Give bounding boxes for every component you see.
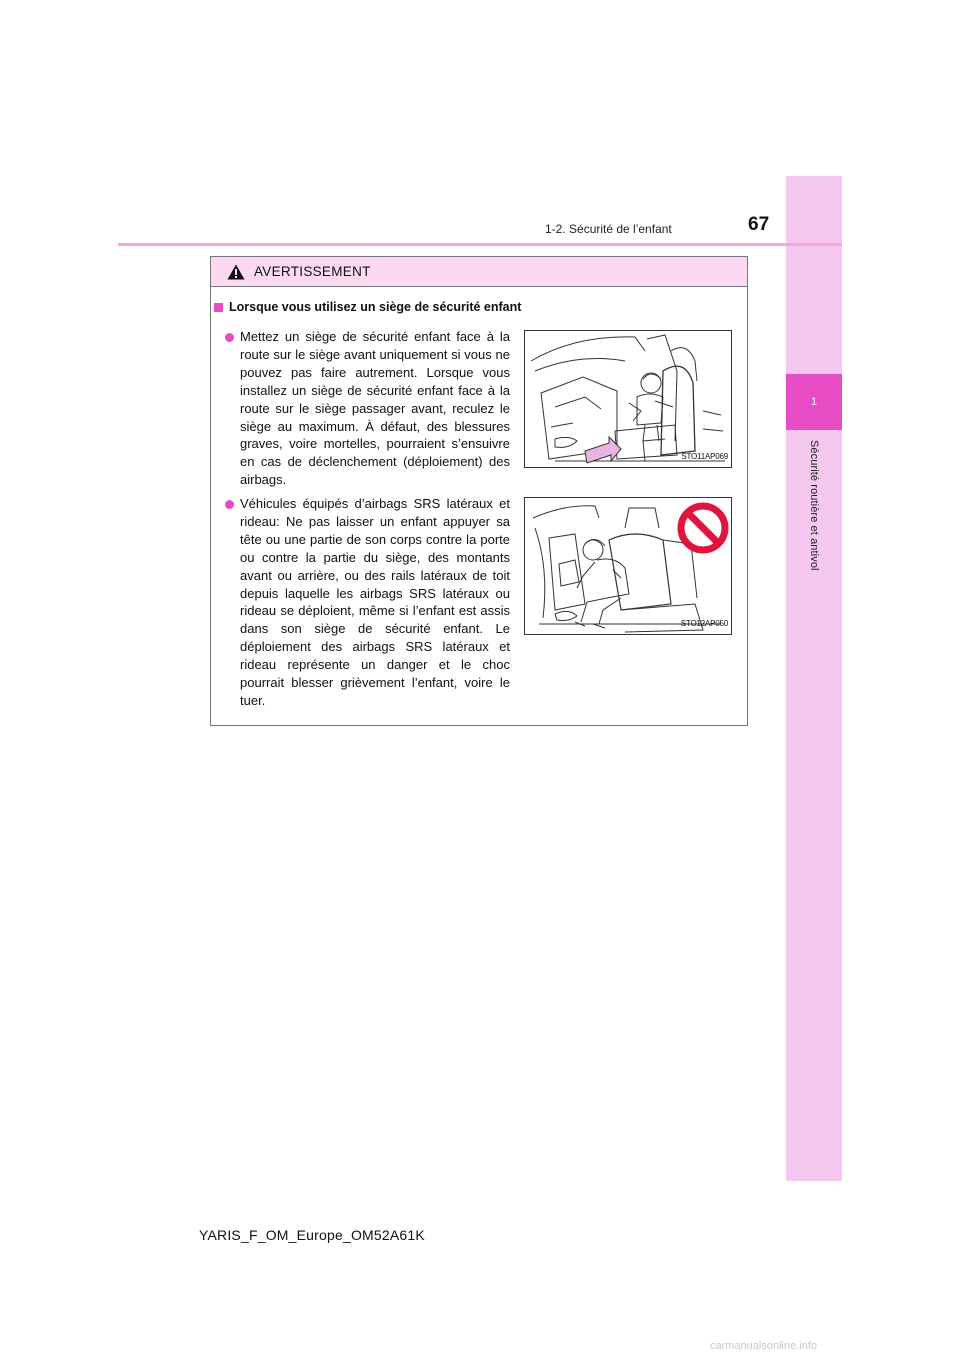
square-bullet-icon xyxy=(214,303,223,312)
side-tab xyxy=(786,176,842,1181)
warning-bullet-2 xyxy=(225,495,510,710)
bullet-text-2: Véhicules équipés d’airbags SRS latéraux et rideau: Ne pas laisser un enfant appuyer sa tête ou une partie de son corps contre la porte ou contre la partie du siège, des montants avant ou arrière, ou des rails latéraux de toit depuis laquelle les airbags SRS latéraux ou rideau se déploient, même si l’enfant est assis dans son siège de sécurité enfant. Le déploiement des airbags SRS latéraux et rideau représente un danger et le choc pourrait blesser grièvement l’enfant, voire le tuer. xyxy=(240,496,510,708)
illustration-front-seat-child-seat xyxy=(524,330,732,468)
figure-code-2: STO12AP050 xyxy=(680,619,728,628)
warning-bullet-1 xyxy=(225,328,510,489)
chapter-title-tab xyxy=(786,440,842,620)
round-bullet-icon xyxy=(225,500,234,509)
chapter-title: Sécurité routière et antivol xyxy=(808,440,820,571)
illustration-child-leaning-door xyxy=(524,497,732,635)
page-number: 67 xyxy=(748,214,770,235)
front-seat-child-seat-drawing xyxy=(525,331,731,467)
warning-header xyxy=(211,257,747,287)
header-rule xyxy=(118,243,842,246)
warning-triangle-icon xyxy=(227,264,245,280)
bullet-text-1: Mettez un siège de sécurité enfant face à la route sur le siège avant uniquement si vous ne pouvez pas faire autrement. Lorsque vous installez un siège de sécurité enfant face à la route sur le siège passager avant, reculez le siège au maximum. À défaut, des blessures graves, voire mortelles, pourraient s’ensuivre en cas de déclenchement (déploiement) des airbags. xyxy=(240,329,510,488)
watermark: carmanualsonline.info xyxy=(710,1340,818,1352)
child-leaning-door-drawing xyxy=(525,498,731,634)
warning-subheading xyxy=(214,300,521,314)
chapter-number-tab xyxy=(786,374,842,430)
figure-code-1: STO11AP069 xyxy=(681,452,728,461)
section-title: 1-2. Sécurité de l’enfant xyxy=(545,222,672,236)
warning-box xyxy=(210,256,748,726)
chapter-number: 1 xyxy=(810,396,818,408)
document-id-footer: YARIS_F_OM_Europe_OM52A61K xyxy=(199,1227,425,1243)
warning-title: AVERTISSEMENT xyxy=(254,264,371,279)
subheading-text: Lorsque vous utilisez un siège de sécurité enfant xyxy=(229,300,522,314)
round-bullet-icon xyxy=(225,333,234,342)
